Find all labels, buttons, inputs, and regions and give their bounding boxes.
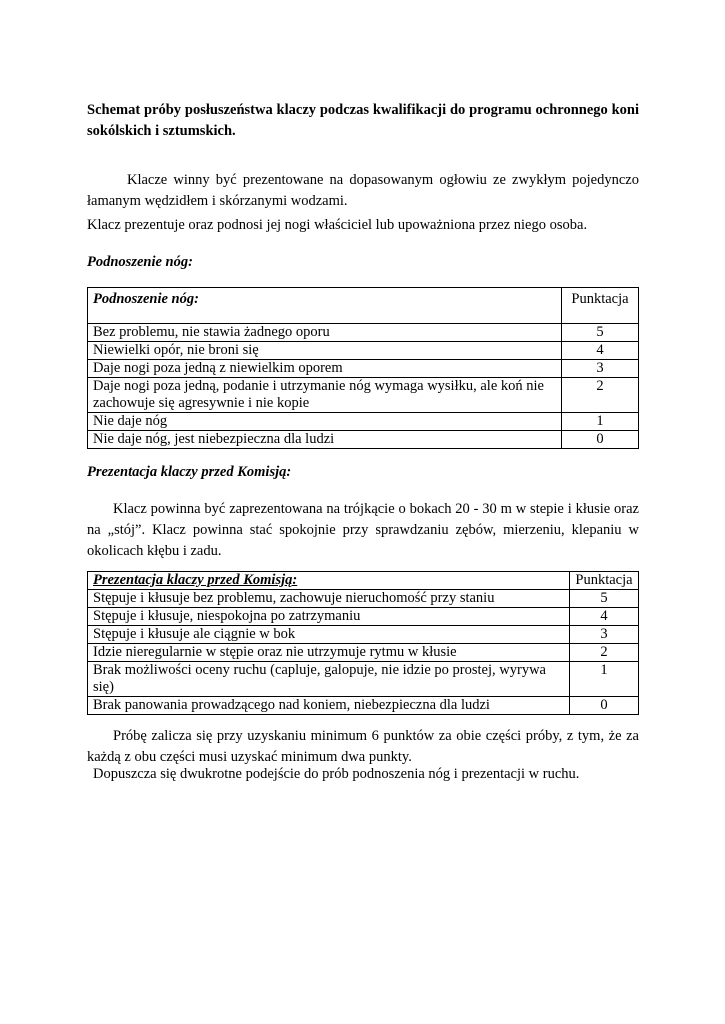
table-row [88, 324, 639, 342]
row-points: 3 [562, 360, 639, 378]
row-label: Brak możliwości oceny ruchu (capluje, galopuje, nie idzie po prostej, wyrywa się) [88, 662, 570, 697]
row-points: 2 [570, 644, 639, 662]
table-row [88, 413, 639, 431]
leg-lifting-table [87, 287, 639, 449]
document-title: Schemat próby posłuszeństwa klaczy podczas kwalifikacji do programu ochronnego koni sokólskich i sztumskich. [87, 102, 639, 139]
intro-paragraph-2: Klacz prezentuje oraz podnosi jej nogi właściciel lub upoważniona przez niego osoba. [87, 217, 588, 233]
table-row [88, 662, 639, 697]
row-label: Daje nogi poza jedną z niewielkim oporem [88, 360, 562, 378]
table-row [88, 626, 639, 644]
closing-paragraph-1: Próbę zalicza się przy uzyskaniu minimum 6 punktów za obie części próby, z tym, że za każdą z obu części musi uzyskać minimum dwa punkty. [87, 728, 639, 765]
row-label: Daje nogi poza jedną, podanie i utrzymanie nóg wymaga wysiłku, ale koń nie zachowuje się agresywnie i nie kopie [88, 378, 562, 413]
row-points: 3 [570, 626, 639, 644]
row-label: Brak panowania prowadzącego nad koniem, niebezpieczna dla ludzi [88, 697, 570, 715]
row-label: Idzie nieregularnie w stępie oraz nie utrzymuje rytmu w kłusie [88, 644, 570, 662]
row-points: 1 [570, 662, 639, 697]
row-points: 2 [562, 378, 639, 413]
table-row [88, 608, 639, 626]
row-points: 4 [562, 342, 639, 360]
table-row [88, 342, 639, 360]
row-label: Stępuje i kłusuje ale ciągnie w bok [88, 626, 570, 644]
row-label: Niewielki opór, nie broni się [88, 342, 562, 360]
section-heading-leg-lifting: Podnoszenie nóg: [87, 254, 193, 270]
table-header-row [88, 288, 639, 324]
table-header-points: Punktacja [570, 572, 639, 590]
table-row [88, 360, 639, 378]
table-row [88, 378, 639, 413]
table-header-criterion: Podnoszenie nóg: [88, 288, 562, 324]
row-points: 4 [570, 608, 639, 626]
table-header-row [88, 572, 639, 590]
row-label: Stępuje i kłusuje bez problemu, zachowuje nieruchomość przy staniu [88, 590, 570, 608]
section-heading-presentation: Prezentacja klaczy przed Komisją: [87, 464, 292, 480]
row-label: Nie daje nóg, jest niebezpieczna dla ludzi [88, 431, 562, 449]
row-points: 0 [570, 697, 639, 715]
row-label: Bez problemu, nie stawia żadnego oporu [88, 324, 562, 342]
table-header-criterion: Prezentacja klaczy przed Komisją: [88, 572, 570, 590]
intro-paragraph-1: Klacze winny być prezentowane na dopasowanym ogłowiu ze zwykłym pojedynczo łamanym wędzidłem i skórzanymi wodzami. [87, 172, 639, 209]
row-label: Nie daje nóg [88, 413, 562, 431]
table-header-points: Punktacja [562, 288, 639, 324]
row-points: 1 [562, 413, 639, 431]
table-row [88, 644, 639, 662]
row-points: 5 [570, 590, 639, 608]
table-row [88, 431, 639, 449]
closing-paragraph-2: Dopuszcza się dwukrotne podejście do prób podnoszenia nóg i prezentacji w ruchu. [93, 766, 580, 782]
table-row [88, 697, 639, 715]
table-row [88, 590, 639, 608]
row-points: 5 [562, 324, 639, 342]
row-points: 0 [562, 431, 639, 449]
presentation-table [87, 571, 639, 715]
row-label: Stępuje i kłusuje, niespokojna po zatrzymaniu [88, 608, 570, 626]
presentation-paragraph: Klacz powinna być zaprezentowana na trójkącie o bokach 20 - 30 m w stepie i kłusie oraz na „stój”. Klacz powinna stać spokojnie przy sprawdzaniu zębów, mierzeniu, klepaniu w okolicach kłębu i zadu. [87, 501, 639, 559]
